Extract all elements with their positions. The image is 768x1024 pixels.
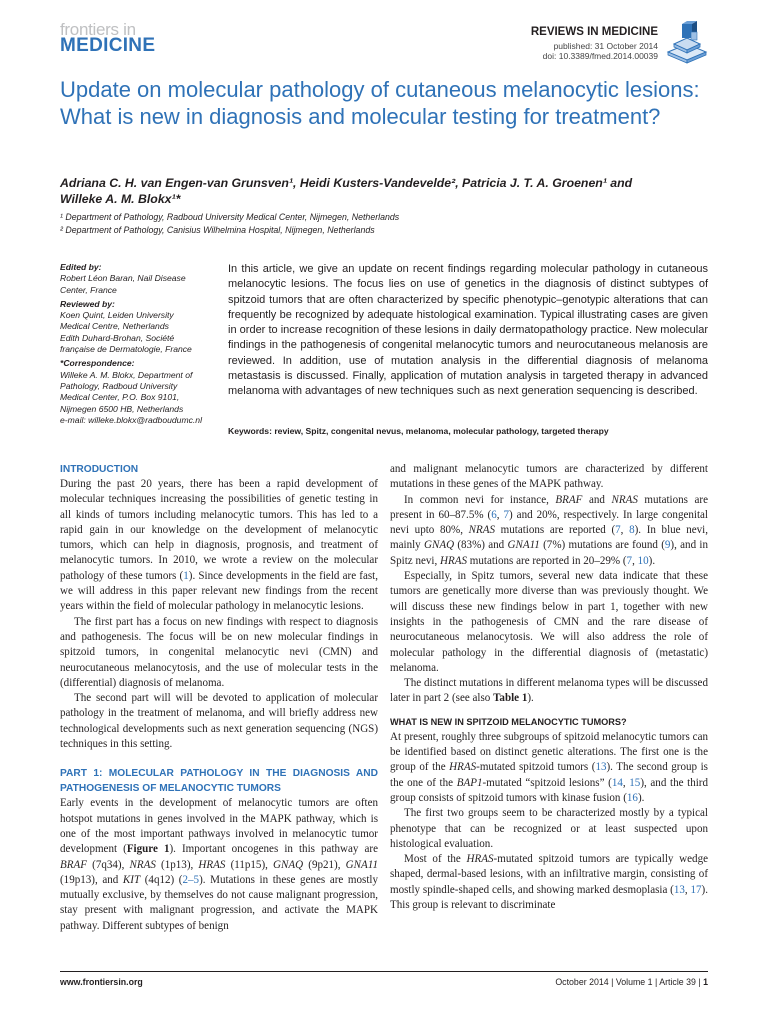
footer-article: Article 39 <box>659 977 696 987</box>
edited-by-label: Edited by: <box>60 262 102 272</box>
correspondence-line: Nijmegen 6500 HB, Netherlands <box>60 403 184 414</box>
body-column-right <box>390 462 708 913</box>
paragraph: During the past 20 years, there has been a rapid development of molecular techniques increasing the possibilities of genetic testing in all kinds of tumors including melanocytic tumors. This has led to a rapid gain in our knowledge on the development of melanocytic tumors, which can help in diagnosis, prognosis, and treatment of melanocytic tumors. In 2010, we wrote a review on the molecular pathology of these tumors (1). Since developments in the field are fast, we will address in this paper relevant new findings from the recent years within the field of molecular pathology in melanocytic lesions. <box>60 478 378 613</box>
correspondence-label: *Correspondence: <box>60 358 135 369</box>
authors-line-1: Adriana C. H. van Engen-van Grunsven¹, Heidi Kusters-Vandevelde², Patricia J. T. A. Groenen¹ and <box>60 176 633 190</box>
published-date: published: 31 October 2014 <box>553 41 658 51</box>
figure-link[interactable]: Figure 1 <box>126 843 170 856</box>
paragraph: and malignant melanocytic tumors are characterized by different mutations in these genes of the MAPK pathway. <box>390 463 708 491</box>
paragraph: Especially, in Spitz tumors, several new data indicate that these tumors are genetically more diverse than was previously thought. We will discuss these new findings below in part 1, together with new insights in the pathogenesis of CMN and the rare disease of neurocutaneous melanocytosis. We will also address the role of molecular pathology in the differential diagnosis of (metastatic) melanoma. <box>390 570 708 674</box>
article-title: Update on molecular pathology of cutaneous melanocytic lesions: What is new in diagnosis and molecular testing for treatment? <box>60 77 700 129</box>
citation-link[interactable]: 14 <box>611 776 623 789</box>
citation-link[interactable]: 7 <box>626 554 633 567</box>
journal-logo-bottom: MEDICINE <box>60 35 156 56</box>
correspondence-line: Pathology, Radboud University <box>60 380 178 391</box>
paragraph: The first part has a focus on new findings with respect to diagnosis and pathogenesis. The focus will be on new molecular findings in spitzoid tumors, in congenital melanocytic nevi (CMN) and neurocutaneous melanocytosis, and the use of molecular tests in the (differential) diagnosis of melanoma. <box>60 615 378 689</box>
reviewer-line: Medical Centre, Netherlands <box>60 321 169 332</box>
journal-logo-top: frontiers in <box>60 20 136 39</box>
citation-link[interactable]: 1 <box>183 569 189 582</box>
paragraph: Most of the HRAS-mutated spitzoid tumors are typically wedge shaped, dermal-based lesions, with an infiltrative margin, consisting of mostly spindle-shaped cells, and showing marked desmoplasia (13, 17). This group is relevant to discriminate <box>390 853 708 912</box>
footer-citation-info: October 2014 | Volume 1 | Article 39 | 1 <box>555 977 708 987</box>
paragraph: The distinct mutations in different melanoma types will be discussed later in part 2 (see also Table 1). <box>390 677 708 705</box>
reviewed-by-label: Reviewed by: <box>60 298 115 309</box>
citation-link[interactable]: 9 <box>664 539 671 552</box>
citation-link[interactable]: 13 <box>595 761 607 774</box>
doi: doi: 10.3389/fmed.2014.00039 <box>542 51 658 61</box>
paragraph: At present, roughly three subgroups of spitzoid melanocytic tumors can be identified based on distinct genetic alterations. The first one is the group of the HRAS-mutated spitzoid tumors (13). The second group is the one of the BAP1-mutated “spitzoid lesions” (14, 15), and the third group consists of spitzoid tumors with kinase fusion (16). <box>390 730 708 804</box>
citation-link[interactable]: 7 <box>503 508 510 521</box>
author-list <box>60 175 700 207</box>
citation-link[interactable]: 13 <box>673 883 685 896</box>
keywords: Keywords: review, Spitz, congenital nevus, melanoma, molecular pathology, targeted therapy <box>228 426 609 436</box>
section-heading-introduction: INTRODUCTION <box>60 464 139 475</box>
footer-divider <box>60 971 708 972</box>
reviewer-line: Koen Quint, Leiden University <box>60 310 174 321</box>
footer-volume: Volume 1 <box>615 977 653 987</box>
editor-line: Center, France <box>60 284 117 295</box>
paragraph: Early events in the development of melanocytic tumors are often hotspot mutations in genes involved in the MAPK pathway, which is one of the most important pathways involved in melanocytic tumor development (Figure 1). Important oncogenes in this pathway are BRAF (7q34), NRAS (1p13), HRAS (11p15), GNAQ (9p21), GNA11 (19p13), and KIT (4q12) (2–5). Mutations in these genes are mostly mutually exclusive, by themselves do not cause malignant progression, stay present with malignant progression, and activate the MAPK pathway. Different subtypes of benign <box>60 797 378 932</box>
correspondence-email[interactable]: e-mail: willeke.blokx@radboudumc.nl <box>60 414 202 425</box>
body-column-left <box>60 462 378 934</box>
sidebar-info <box>60 262 220 429</box>
affiliation-2: ² Department of Pathology, Canisius Wilhelmina Hospital, Nijmegen, Netherlands <box>60 225 375 235</box>
section-heading-part1: PART 1: MOLECULAR PATHOLOGY IN THE DIAGNOSIS AND PATHOGENESIS OF MELANOCYTIC TUMORS <box>60 768 378 795</box>
affiliation-1: ¹ Department of Pathology, Radboud University Medical Center, Nijmegen, Netherlands <box>60 212 400 222</box>
authors-line-2: Willeke A. M. Blokx¹* <box>60 192 181 206</box>
section-label: REVIEWS IN MEDICINE <box>530 26 658 38</box>
paragraph: In common nevi for instance, BRAF and NRAS mutations are present in 60–87.5% (6, 7) and 20%, respectively. In large congenital nevi upto 80%, NRAS mutations are reported (7, 8). In blue nevi, mainly GNAQ (83%) and GNA11 (7%) mutations are found (9), and in Spitz nevi, HRAS mutations are reported in 20–29% (7, 10). <box>390 493 709 567</box>
correspondence-line: Willeke A. M. Blokx, Department of <box>60 369 193 380</box>
reviewer-line: française de Dermatologie, France <box>60 344 192 355</box>
table-link[interactable]: Table 1 <box>493 692 528 705</box>
editor-line: Robert Léon Baran, Nail Disease <box>60 273 186 284</box>
citation-link[interactable]: 16 <box>626 791 638 804</box>
citation-link[interactable]: 2–5 <box>182 873 200 886</box>
citation-link[interactable]: 10 <box>637 554 649 567</box>
page-number: 1 <box>703 977 708 987</box>
citation-link[interactable]: 8 <box>629 524 635 537</box>
paragraph: The first two groups seem to be characterized mostly by a typical phenotype that can be recognized or at least suspected upon histological evaluation. <box>390 807 708 850</box>
citation-link[interactable]: 17 <box>690 883 702 896</box>
reviewer-line: Edith Duhard-Brohan, Société <box>60 332 175 343</box>
paragraph: The second part will will be devoted to application of molecular pathology in the treatment of melanoma, and will briefly address new technological developments such as next generation sequencing (NGS) techniques in this setting. <box>60 692 378 751</box>
citation-link[interactable]: 6 <box>491 508 497 521</box>
citation-link[interactable]: 7 <box>615 524 621 537</box>
abstract: In this article, we give an update on recent findings regarding molecular pathology in cutaneous melanocytic lesions. The focus lies on use of genetics in the diagnosis of distinct subtypes of spitzoid tumors that are often characterized by specific phenotypic–genotypic alterations that can frequently be recognized by adequate histological examination. Typical illustrating cases are given in order to increase recognition of these lesions in daily dermatopathology practice. New molecular findings in the pathogenesis of congenital melanocytic tumors and neurocutaneous melanosis are reviewed. In addition, use of mutation analysis in the differential diagnosis of melanoma metastasis is discussed. Finally, application of mutation analysis in targeted therapy in advanced melanoma with advantages of new techniques such as next generation sequencing is described. <box>228 263 708 398</box>
journal-stack-icon <box>664 18 710 64</box>
correspondence-line: Medical Center, P.O. Box 9101, <box>60 392 180 403</box>
citation-link[interactable]: 15 <box>629 776 641 789</box>
section-heading-spitzoid: WHAT IS NEW IN SPITZOID MELANOCYTIC TUMORS? <box>390 716 627 727</box>
footer-date: October 2014 <box>555 977 609 987</box>
footer-website-link[interactable]: www.frontiersin.org <box>60 977 143 987</box>
